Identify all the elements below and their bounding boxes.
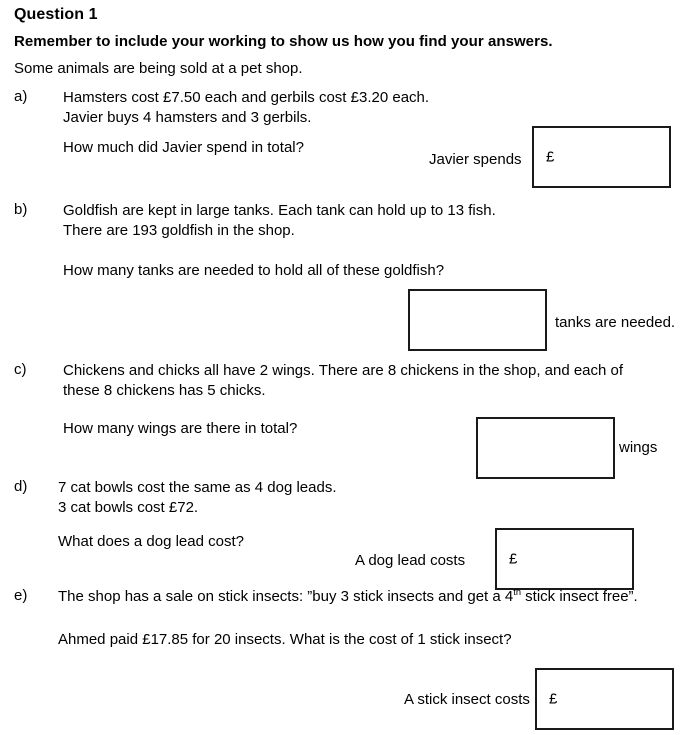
part-d-currency-symbol: £ <box>509 550 518 568</box>
part-b-statement-line2: There are 193 goldfish in the shop. <box>63 222 295 239</box>
part-e-statement-line1 <box>58 587 638 607</box>
part-d-answer-box[interactable] <box>495 528 634 590</box>
part-b-answer-box[interactable] <box>408 289 547 351</box>
part-letter-d: d) <box>14 478 28 495</box>
part-d-statement-line1: 7 cat bowls cost the same as 4 dog leads. <box>58 479 337 496</box>
part-e-question: Ahmed paid £17.85 for 20 insects. What is the cost of 1 stick insect? <box>58 631 512 648</box>
part-e-answer-label: A stick insect costs <box>404 691 530 708</box>
intro-text: Some animals are being sold at a pet shop. <box>14 60 303 77</box>
part-e-ordinal-suffix: th <box>513 587 522 597</box>
part-a-question: How much did Javier spend in total? <box>63 139 304 156</box>
part-letter-b: b) <box>14 201 28 218</box>
part-e-answer-box[interactable] <box>535 668 674 730</box>
part-a-currency-symbol: £ <box>546 148 555 166</box>
part-letter-a: a) <box>14 88 28 105</box>
part-a-statement-line1: Hamsters cost £7.50 each and gerbils cost £3.20 each. <box>63 89 430 106</box>
part-e-statement-text-a: The shop has a sale on stick insects: ”buy 3 stick insects and get a 4 <box>58 588 514 605</box>
part-a-answer-label: Javier spends <box>429 151 522 168</box>
part-letter-e: e) <box>14 587 28 604</box>
part-a-statement-line2: Javier buys 4 hamsters and 3 gerbils. <box>63 109 312 126</box>
part-b-statement-line1: Goldfish are kept in large tanks. Each tank can hold up to 13 fish. <box>63 202 496 219</box>
part-c-statement-line2: these 8 chickens has 5 chicks. <box>63 382 266 399</box>
part-b-answer-suffix: tanks are needed. <box>555 314 676 331</box>
part-a-answer-box[interactable] <box>532 126 671 188</box>
part-e-statement-text-b: stick insect free”. <box>521 588 638 605</box>
page-title: Question 1 <box>14 6 98 23</box>
part-d-question: What does a dog lead cost? <box>58 533 244 550</box>
instruction-text: Remember to include your working to show us how you find your answers. <box>14 33 553 50</box>
part-c-answer-suffix: wings <box>619 439 658 456</box>
part-d-answer-label: A dog lead costs <box>355 552 466 569</box>
part-e-currency-symbol: £ <box>549 690 558 708</box>
part-letter-c: c) <box>14 361 27 378</box>
part-c-question: How many wings are there in total? <box>63 420 298 437</box>
part-c-statement-line1: Chickens and chicks all have 2 wings. There are 8 chickens in the shop, and each of <box>63 362 624 379</box>
part-d-statement-line2: 3 cat bowls cost £72. <box>58 499 199 516</box>
part-b-question: How many tanks are needed to hold all of these goldfish? <box>63 262 445 279</box>
part-c-answer-box[interactable] <box>476 417 615 479</box>
